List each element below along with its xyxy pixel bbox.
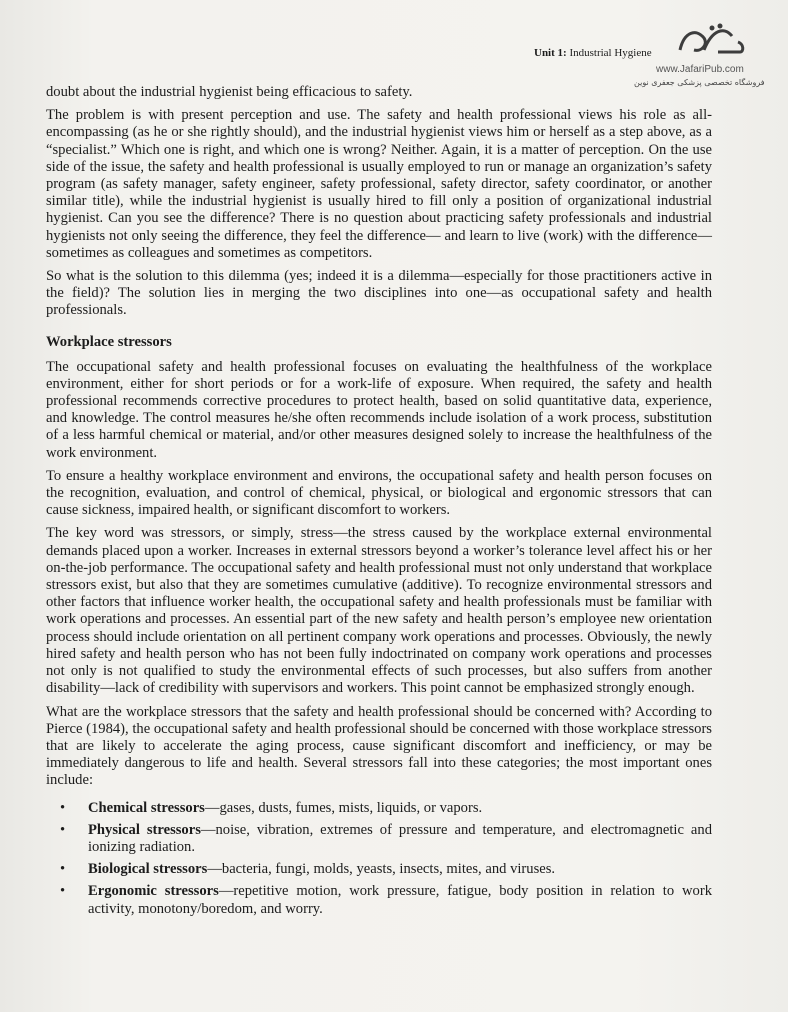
jafaripub-logo-icon <box>674 20 746 60</box>
list-item <box>46 822 712 856</box>
paragraph: The occupational safety and health professional focuses on evaluating the healthfulness of the workplace environment, either for short periods or for a work-life of exposure. When required, the safety and health professional recommends corrective procedures to protect health, based on solid quantitative data, experience, and knowledge. The control measures he/she often recommends include isolation of a work process, substitution of a less harmful chemical or material, and/or other measures designed solely to increase the healthfulness of the work environment. <box>46 358 712 461</box>
unit-label: Unit 1: <box>534 47 567 59</box>
list-item-text: —repetitive motion, work pressure, fatigue, body position in relation to work activity, monotony/boredom, and worry. <box>88 883 712 917</box>
list-item <box>46 861 712 878</box>
paragraph: So what is the solution to this dilemma (yes; indeed it is a dilemma—especially for those practitioners active in the field)? The solution lies in merging the two disciplines into one—as occupational safety and health professionals. <box>46 268 712 319</box>
list-item-text: —noise, vibration, extremes of pressure and temperature, and electromagnetic and ionizing radiation. <box>88 821 712 855</box>
list-item-text: —gases, dusts, fumes, mists, liquids, or vapors. <box>204 799 483 816</box>
paragraph: What are the workplace stressors that the safety and health professional should be concerned with? According to Pierce (1984), the occupational safety and health professional should be concerned with those workplace stressors that are likely to accelerate the aging process, cause significant discomfort and inefficiency, or may be immediately dangerous to life and health. Several stressors fall into these categories; the most important ones include: <box>46 703 712 789</box>
list-item-term: Physical stressors <box>88 821 201 838</box>
list-item-term: Ergonomic stressors <box>88 883 219 900</box>
paragraph: The problem is with present perception and use. The safety and health professional views his role as all-encompassing (as he or she rightly should), and the industrial hygienist views him or herself as a step above, as a “specialist.” Which one is right, and which one is wrong? Neither. Again, it is a matter of perception. On the use side of the issue, the safety and health professional is usually employed to run or manage an organization’s safety program (as safety manager, safety engineer, safety professional, safety director, safety coordinator, or another similar title), while the industrial hygienist is usually hired to fill only a position of organizational industrial hygienist. Can you see the difference? There is no question about practicing safety professionals and industrial hygienists not only seeing the difference, they feel the difference— and learn to live (work) with the difference—sometimes as colleagues and sometimes as competitors. <box>46 107 712 261</box>
list-item-text: —bacteria, fungi, molds, yeasts, insects, mites, and viruses. <box>207 861 556 878</box>
stressor-list <box>46 800 712 918</box>
list-item <box>46 800 712 817</box>
bullet-icon: • <box>60 883 66 900</box>
bullet-icon: • <box>60 821 66 838</box>
body-text <box>46 84 712 923</box>
running-head <box>534 47 652 59</box>
site-tagline: فروشگاه تخصصی پزشکی جعفری نوین <box>634 78 765 87</box>
section-heading: Workplace stressors <box>46 333 172 350</box>
paragraph: doubt about the industrial hygienist being efficacious to safety. <box>46 84 413 100</box>
paragraph: The key word was stressors, or simply, stress—the stress caused by the workplace external environmental demands placed upon a worker. Increases in external stressors beyond a worker’s tolerance level affect his or her on-the-job performance. The occupational safety and health professional must not only understand that workplace stressors exist, but also that they are sometimes cumulative (additive). To recognize environmental stressors and other factors that influence worker health, the occupational safety and health professionals must be familiar with work operations and processes. An essential part of the new safety and health person’s employee new orientation process should include orientation on all pertinent company work operations and processes. Obviously, the newly hired safety and health person who has not been fully indoctrinated on company work operations and processes not only is not qualified to study the environmental effects of such processes, but also suffers from another disability—lack of credibility with supervisors and workers. This point cannot be emphasized strongly enough. <box>46 525 712 697</box>
list-item-term: Biological stressors <box>88 861 208 878</box>
bullet-icon: • <box>60 799 66 816</box>
unit-title: Industrial Hygiene <box>569 47 652 59</box>
site-url: www.JafariPub.com <box>656 64 744 75</box>
paragraph: To ensure a healthy workplace environment and environs, the occupational safety and health person focuses on the recognition, evaluation, and control of chemical, physical, or biological and ergonomic stressors that can cause sickness, impaired health, or significant discomfort to workers. <box>46 467 712 519</box>
list-item <box>46 883 712 917</box>
list-item-term: Chemical stressors <box>88 799 205 816</box>
bullet-icon: • <box>60 861 66 878</box>
